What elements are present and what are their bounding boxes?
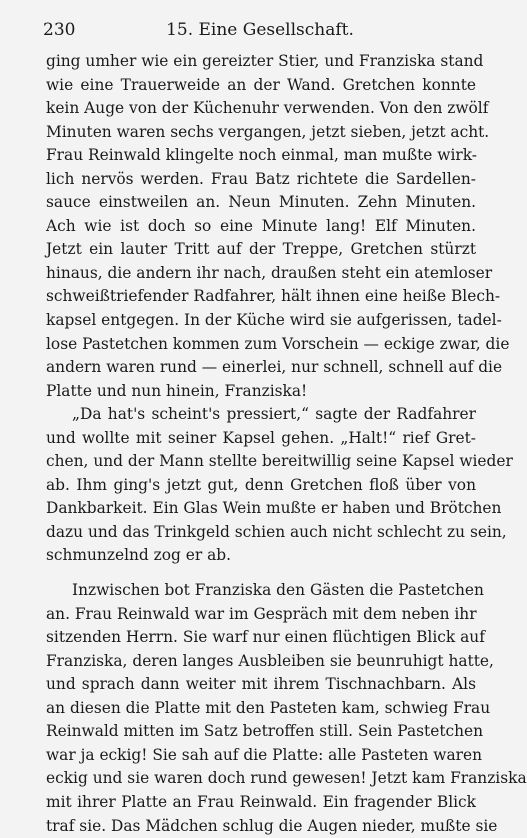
paragraph-gap xyxy=(46,568,476,579)
text-line: traf sie. Das Mädchen schlug die Augen nieder, mußte sie xyxy=(46,815,476,838)
text-line: an. Frau Reinwald war im Gespräch mit dem neben ihr xyxy=(46,603,476,627)
text-line: ging umher wie ein gereizter Stier, und Franziska stand xyxy=(46,50,476,74)
text-line: kapsel entgegen. In der Küche wird sie aufgerissen, tadel- xyxy=(46,309,476,333)
text-line: Frau Reinwald klingelte noch einmal, man mußte wirk- xyxy=(46,144,476,168)
text-line: sitzenden Herrn. Sie warf nur einen flüchtigen Blick auf xyxy=(46,626,476,650)
text-line: schweißtriefender Radfahrer, hält ihnen eine heiße Blech- xyxy=(46,285,476,309)
text-line: mit ihrer Platte an Frau Reinwald. Ein fragender Blick xyxy=(46,791,476,815)
text-line: Franziska, deren langes Ausbleiben sie beunruhigt hatte, xyxy=(46,650,476,674)
text-line: dazu und das Trinkgeld schien auch nicht schlecht zu sein, xyxy=(46,521,476,545)
text-line: chen, und der Mann stellte bereitwillig seine Kapsel wieder xyxy=(46,450,476,474)
text-line: andern waren rund — einerlei, nur schnell, schnell auf die xyxy=(46,356,476,380)
text-line: „Da hat's scheint's pressiert,“ sagte der Radfahrer xyxy=(46,403,476,427)
text-line: und sprach dann weiter mit ihrem Tischnachbarn. Als xyxy=(46,673,476,697)
text-line: Minuten waren sechs vergangen, jetzt sieben, jetzt acht. xyxy=(46,121,476,145)
page-number: 230 xyxy=(43,18,75,42)
text-line: und wollte mit seiner Kapsel gehen. „Halt!“ rief Gret- xyxy=(46,427,476,451)
text-line: wie eine Trauerweide an der Wand. Gretchen konnte xyxy=(46,74,476,98)
text-line: Jetzt ein lauter Tritt auf der Treppe, Gretchen stürzt xyxy=(46,238,476,262)
text-line: Reinwald mitten im Satz betroffen still. Sein Pastetchen xyxy=(46,720,476,744)
text-line: lose Pastetchen kommen zum Vorschein — eckige zwar, die xyxy=(46,333,476,357)
text-line: eckig und sie waren doch rund gewesen! Jetzt kam Franziska xyxy=(46,767,476,791)
text-line: lich nervös werden. Frau Batz richtete die Sardellen- xyxy=(46,168,476,192)
text-line: Dankbarkeit. Ein Glas Wein mußte er haben und Brötchen xyxy=(46,497,476,521)
text-line: an diesen die Platte mit den Pasteten kam, schwieg Frau xyxy=(46,697,476,721)
text-line: ab. Ihm ging's jetzt gut, denn Gretchen floß über von xyxy=(46,474,476,498)
page-header xyxy=(43,18,477,42)
text-line: war ja eckig! Sie sah auf die Platte: alle Pasteten waren xyxy=(46,744,476,768)
text-line: hinaus, die andern ihr nach, draußen steht ein atemloser xyxy=(46,262,476,286)
body-text xyxy=(46,50,476,838)
running-head: 15. Eine Gesellschaft. xyxy=(43,18,477,42)
text-line: Inzwischen bot Franziska den Gästen die Pastetchen xyxy=(46,579,476,603)
text-line: Platte und nun hinein, Franziska! xyxy=(46,380,476,404)
text-line: schmunzelnd zog er ab. xyxy=(46,544,476,568)
text-line: Ach wie ist doch so eine Minute lang! Elf Minuten. xyxy=(46,215,476,239)
text-line: kein Auge von der Küchenuhr verwenden. Von den zwölf xyxy=(46,97,476,121)
text-line: sauce einstweilen an. Neun Minuten. Zehn Minuten. xyxy=(46,191,476,215)
